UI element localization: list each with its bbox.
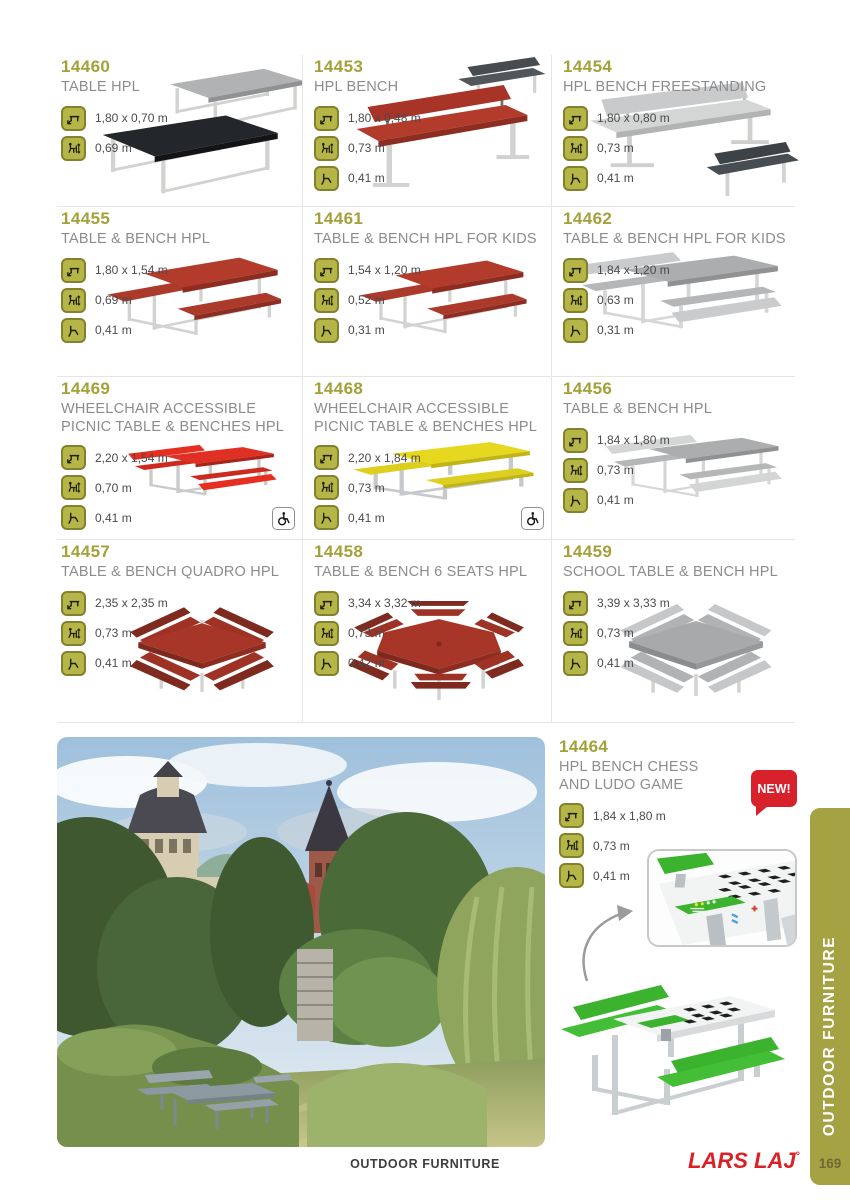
spec-value: 0,73 m — [95, 626, 132, 641]
product-title: WHEELCHAIR ACCESSIBLE PICNIC TABLE & BENCHES HPL — [314, 401, 538, 435]
spec-value: 0,73 m — [348, 141, 385, 156]
table-height-icon — [61, 475, 86, 500]
brand-name: LARS LAJ — [688, 1148, 796, 1173]
spec-value: 1,80 x 1,54 m — [95, 263, 168, 278]
seat-height-icon — [314, 166, 339, 191]
spec-value: 0,73 m — [348, 626, 385, 641]
seat-height-icon — [314, 505, 339, 530]
wheelchair-icon — [272, 507, 295, 530]
product-specs — [314, 445, 446, 530]
product-title: SCHOOL TABLE & BENCH HPL — [563, 564, 778, 580]
product-specs — [314, 258, 446, 343]
seat-height-icon — [563, 318, 588, 343]
spec-value: 0,52 m — [348, 293, 385, 308]
product-card — [57, 55, 302, 207]
product-grid — [57, 55, 795, 723]
product-title: HPL BENCH — [314, 79, 399, 95]
spec-value: 0,41 m — [95, 510, 132, 525]
product-id: 14469 — [61, 379, 111, 398]
product-title: HPL BENCH FREESTANDING — [563, 79, 767, 95]
spec-value: 0,73 m — [597, 626, 634, 641]
product-title: TABLE HPL — [61, 79, 140, 95]
product-title: TABLE & BENCH 6 SEATS HPL — [314, 564, 528, 580]
table-height-icon — [61, 621, 86, 646]
seat-height-icon — [563, 488, 588, 513]
side-tab-label: OUTDOOR FURNITURE — [821, 935, 838, 1137]
spec-value: 0,41 m — [597, 171, 634, 186]
spec-value: 0,70 m — [95, 480, 132, 495]
park-lifestyle-photo — [57, 737, 545, 1147]
spec-value: 0,73 m — [597, 141, 634, 156]
footprint-icon — [314, 106, 339, 131]
footprint-icon — [559, 803, 584, 828]
seat-height-icon — [559, 863, 584, 888]
table-height-icon — [314, 621, 339, 646]
footprint-icon — [563, 428, 588, 453]
table-height-icon — [314, 475, 339, 500]
table-height-icon — [314, 136, 339, 161]
spec-value: 3,39 x 3,33 m — [597, 596, 670, 611]
spec-value: 2,20 x 1,84 m — [348, 450, 421, 465]
spec-value: 0,31 m — [348, 323, 385, 338]
product-specs — [563, 591, 695, 676]
product-id: 14464 — [559, 737, 609, 756]
spec-value: 1,84 x 1,20 m — [597, 263, 670, 278]
product-specs — [563, 428, 695, 513]
page-number: 169 — [818, 1156, 842, 1171]
product-card — [551, 737, 795, 1149]
product-title: TABLE & BENCH HPL FOR KIDS — [563, 231, 786, 247]
brand-mark: ° — [795, 1150, 800, 1163]
bottom-section — [57, 737, 795, 1149]
product-card — [551, 540, 795, 723]
spec-value: 0,73 m — [597, 463, 634, 478]
game-top-detail-inset — [647, 849, 797, 947]
product-title: TABLE & BENCH QUADRO HPL — [61, 564, 280, 580]
product-title: WHEELCHAIR ACCESSIBLE PICNIC TABLE & BENCHES HPL — [61, 401, 285, 435]
product-title: TABLE & BENCH HPL FOR KIDS — [314, 231, 537, 247]
product-card — [57, 540, 302, 723]
product-id: 14461 — [314, 209, 364, 228]
table-height-icon — [559, 833, 584, 858]
footprint-icon — [61, 445, 86, 470]
product-id: 14458 — [314, 542, 364, 561]
product-image — [545, 965, 791, 1145]
new-badge — [751, 770, 797, 807]
footprint-icon — [61, 106, 86, 131]
spec-value: 0,73 m — [348, 480, 385, 495]
product-card — [302, 377, 551, 540]
side-tab — [810, 808, 850, 1185]
product-id: 14456 — [563, 379, 613, 398]
footprint-icon — [563, 258, 588, 283]
spec-value: 1,80 x 0,80 m — [597, 111, 670, 126]
product-specs — [563, 258, 695, 343]
spec-value: 2,35 x 2,35 m — [95, 596, 168, 611]
seat-height-icon — [61, 505, 86, 530]
seat-height-icon — [61, 318, 86, 343]
product-card — [302, 55, 551, 207]
spec-value: 0,73 m — [593, 838, 630, 853]
seat-height-icon — [314, 318, 339, 343]
product-id: 14454 — [563, 57, 613, 76]
footprint-icon — [61, 258, 86, 283]
product-card — [302, 540, 551, 723]
product-specs — [61, 445, 193, 530]
footprint-icon — [314, 591, 339, 616]
footprint-icon — [61, 591, 86, 616]
product-specs — [314, 591, 446, 676]
seat-height-icon — [563, 651, 588, 676]
product-id: 14462 — [563, 209, 613, 228]
product-id: 14457 — [61, 542, 111, 561]
spec-value: 0,63 m — [597, 293, 634, 308]
product-specs — [563, 106, 695, 191]
wheelchair-icon — [521, 507, 544, 530]
product-specs — [61, 591, 193, 676]
seat-height-icon — [563, 166, 588, 191]
seat-height-icon — [61, 651, 86, 676]
product-specs — [314, 106, 446, 191]
seat-height-icon — [314, 651, 339, 676]
footprint-icon — [314, 445, 339, 470]
spec-value: 0,41 m — [597, 493, 634, 508]
footer-section-label: OUTDOOR FURNITURE — [350, 1157, 500, 1171]
spec-value: 1,84 x 1,80 m — [593, 808, 666, 823]
spec-value: 2,20 x 1,54 m — [95, 450, 168, 465]
product-id: 14459 — [563, 542, 613, 561]
table-height-icon — [563, 621, 588, 646]
product-card — [57, 377, 302, 540]
product-card — [57, 207, 302, 377]
table-height-icon — [314, 288, 339, 313]
spec-value: 3,34 x 3,32 m — [348, 596, 421, 611]
spec-value: 0,69 m — [95, 293, 132, 308]
spec-value: 1,80 x 0,48 m — [348, 111, 421, 126]
spec-value: 0,41 m — [348, 510, 385, 525]
spec-value: 1,84 x 1,80 m — [597, 433, 670, 448]
brand-logo — [688, 1148, 800, 1174]
spec-value: 0,41 m — [348, 171, 385, 186]
spec-value: 1,54 x 1,20 m — [348, 263, 421, 278]
footprint-icon — [563, 106, 588, 131]
product-title: TABLE & BENCH HPL — [563, 401, 712, 417]
table-height-icon — [563, 136, 588, 161]
product-id: 14455 — [61, 209, 111, 228]
spec-value: 0,41 m — [95, 323, 132, 338]
spec-value: 0,41 m — [95, 656, 132, 671]
spec-value: 1,80 x 0,70 m — [95, 111, 168, 126]
table-height-icon — [563, 288, 588, 313]
product-id: 14453 — [314, 57, 364, 76]
spec-value: 0,42 m — [348, 656, 385, 671]
product-specs — [61, 106, 193, 161]
spec-value: 0,41 m — [593, 868, 630, 883]
table-height-icon — [61, 136, 86, 161]
product-title: HPL BENCH CHESS AND LUDO GAME — [559, 759, 699, 793]
new-badge-label: NEW! — [757, 781, 791, 796]
product-card — [551, 55, 795, 207]
table-height-icon — [563, 458, 588, 483]
product-card — [302, 207, 551, 377]
product-id: 14468 — [314, 379, 364, 398]
product-specs — [61, 258, 193, 343]
spec-value: 0,31 m — [597, 323, 634, 338]
table-height-icon — [61, 288, 86, 313]
product-card — [551, 207, 795, 377]
product-id: 14460 — [61, 57, 111, 76]
spec-value: 0,69 m — [95, 141, 132, 156]
footprint-icon — [563, 591, 588, 616]
spec-value: 0,41 m — [597, 656, 634, 671]
product-card — [551, 377, 795, 540]
footprint-icon — [314, 258, 339, 283]
product-title: TABLE & BENCH HPL — [61, 231, 210, 247]
